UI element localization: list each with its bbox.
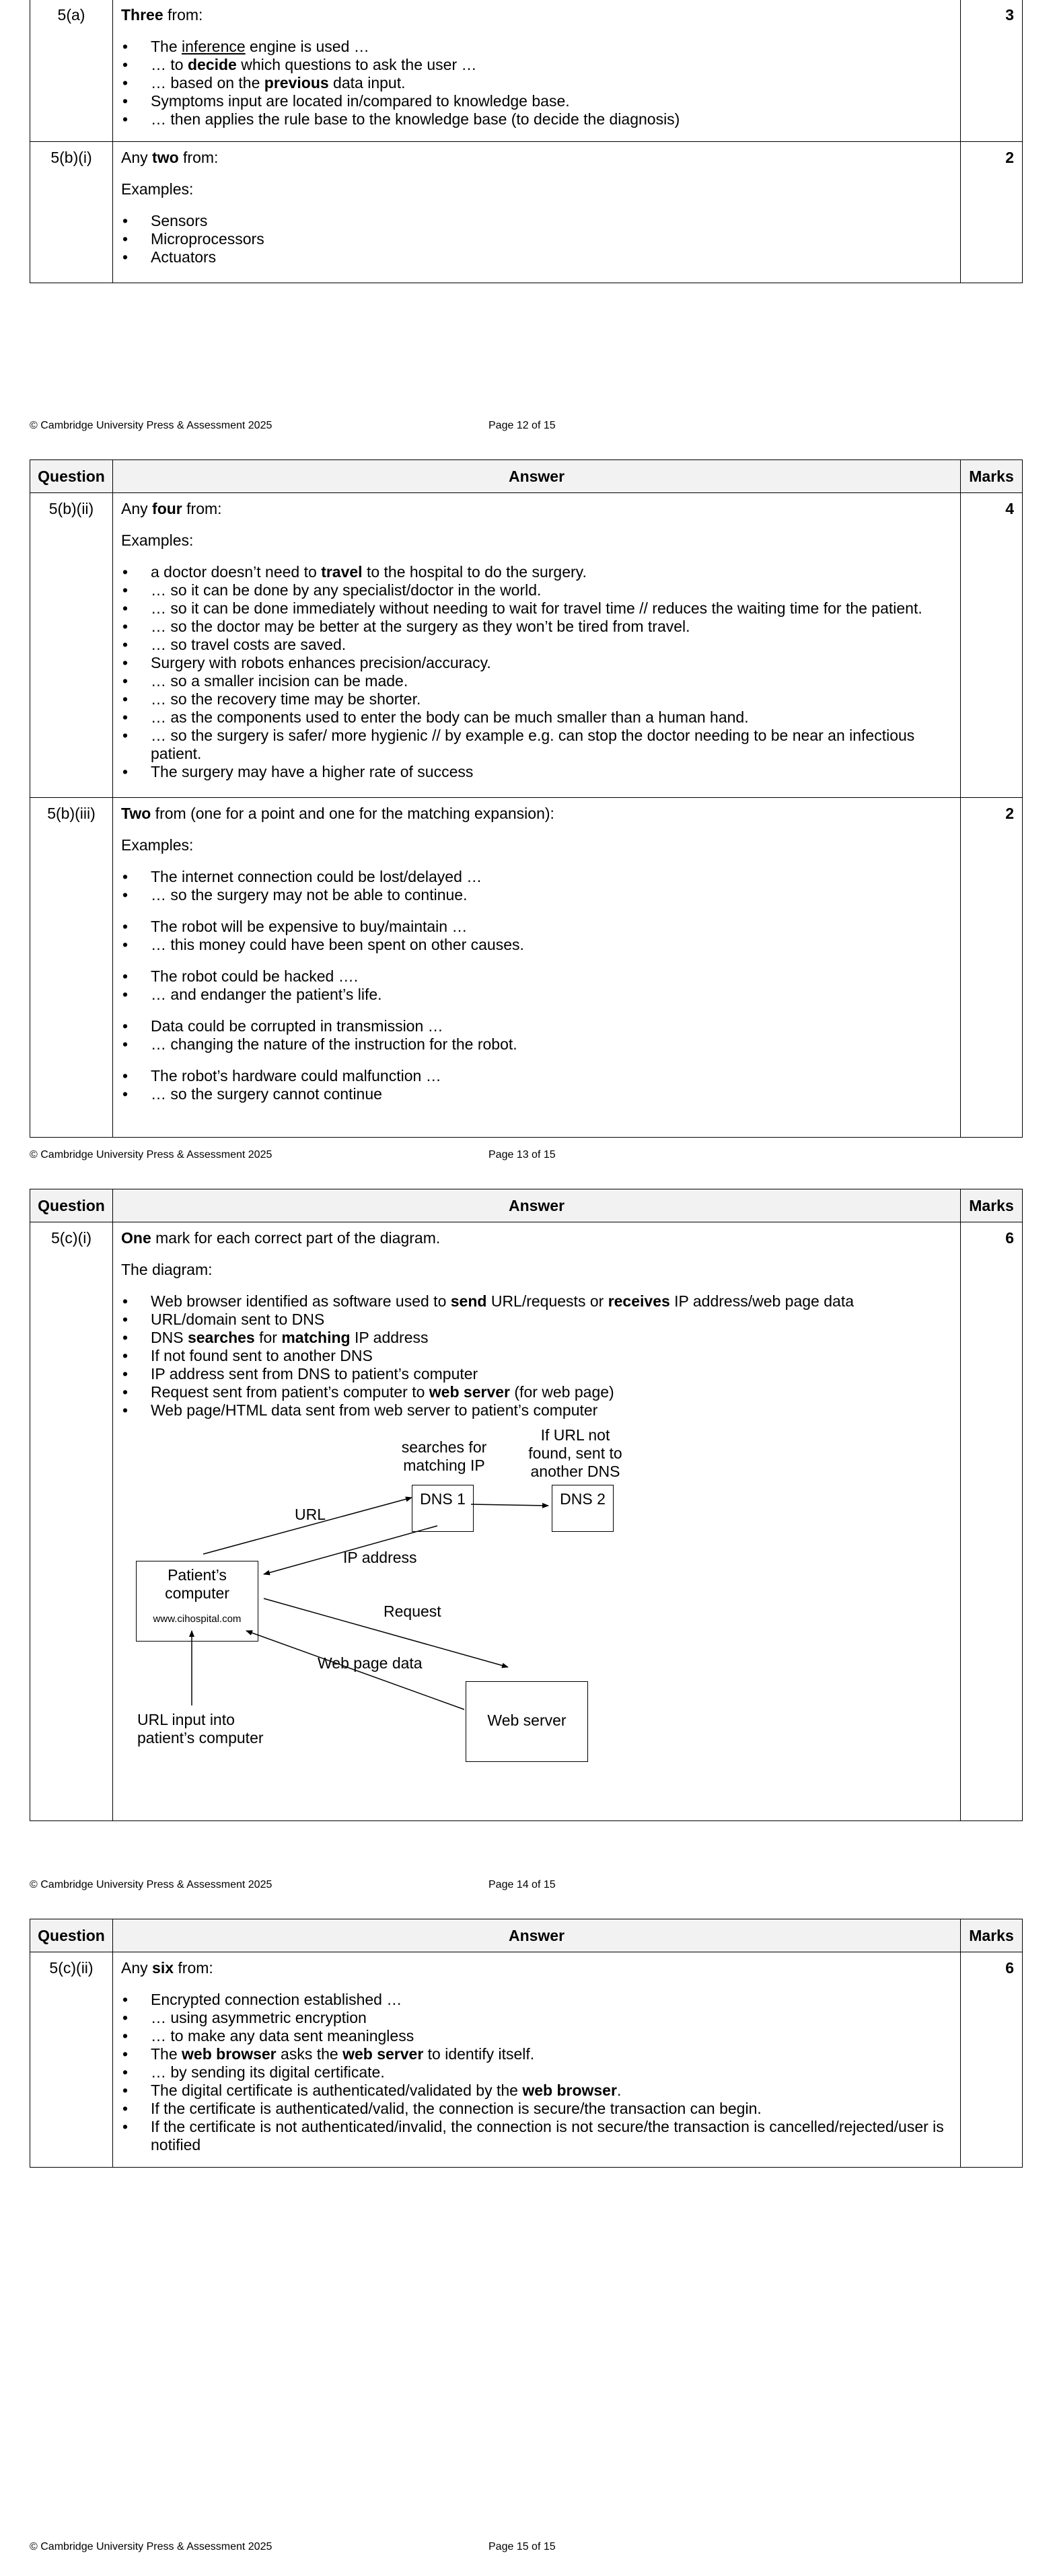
list-item: • … so it can be done immediately without needing to wait for travel time // reduces the waiting time for the patient. [121,599,952,618]
list-item: • If the certificate is authenticated/valid, the connection is secure/the transaction can begin. [121,2100,952,2118]
list-item: • … changing the nature of the instruction for the robot. [121,1035,952,1054]
dns2-box: DNS 2 [552,1485,614,1532]
request-label: Request [384,1603,441,1620]
web-server-box: Web server [466,1681,588,1762]
mark-scheme-table-p13 [30,459,1023,1138]
list-item: • DNS searches for matching IP address [121,1329,952,1347]
list-item: • Microprocessors [121,230,952,248]
list-item: • Symptoms input are located in/compared to knowledge base. [121,92,952,110]
answer-cell: Any two from: Examples: • Sensors • Microprocessors • Actuators [113,142,961,283]
list-item: • The robot could be hacked …. [121,967,952,986]
list-item: • Actuators [121,248,952,266]
list-item: • Request sent from patient’s computer to web server (for web page) [121,1383,952,1401]
dns1-box: DNS 1 [412,1485,474,1532]
table-row [30,493,1023,798]
list-item: • Encrypted connection established … [121,1991,952,2009]
marks-value: 6 [961,1952,1023,2168]
marks-value: 4 [961,493,1023,798]
footer-copyright: © Cambridge University Press & Assessment 2025 [30,1879,272,1890]
footer-page-number: Page 15 of 15 [488,2541,556,2552]
list-item: • … so the doctor may be better at the surgery as they won’t be tired from travel. [121,618,952,636]
footer-copyright: © Cambridge University Press & Assessment 2025 [30,420,272,431]
column-header-marks: Marks [961,1919,1023,1952]
table-row [30,142,1023,283]
list-item: • … so the recovery time may be shorter. [121,690,952,708]
answer-list [121,1067,952,1103]
table-row [30,1952,1023,2168]
marks-value: 6 [961,1222,1023,1821]
list-item: • If the certificate is not authenticated/invalid, the connection is not secure/the transaction is cancelled/rejected/user is notified [121,2118,952,2154]
column-header-answer: Answer [113,1189,961,1222]
marks-value: 2 [961,142,1023,283]
answer-list [121,1991,952,2154]
question-number: 5(c)(i) [30,1222,113,1821]
answer-list [121,868,952,904]
url-label: URL [295,1506,326,1523]
table-row [30,1222,1023,1821]
list-item: • Sensors [121,212,952,230]
list-item: • URL/domain sent to DNS [121,1311,952,1329]
answer-list [121,212,952,266]
list-item: • … so a smaller incision can be made. [121,672,952,690]
answer-cell: Any six from: • Encrypted connection established … • … using asymmetric encryption • … to make any data sent meaningless • The web browser asks the web server to identify itself. • … by sending its digital certificate. • The digital certificate is authenticated/validated by the web browser. • If the certificate is authenticated/valid, the connection is secure/the transaction can begin. • If the certificate is not authenticated/invalid, the connection is not secure/the transaction is cancelled/rejected/user is notified [113,1952,961,2168]
list-item: • IP address sent from DNS to patient’s computer [121,1365,952,1383]
list-item: • … using asymmetric encryption [121,2009,952,2027]
list-item: • Data could be corrupted in transmission … [121,1017,952,1035]
column-header-question: Question [30,1189,113,1222]
answer-cell: Any four from: Examples: • a doctor doesn’t need to travel to the hospital to do the surgery. • … so it can be done by any specialist/doctor in the world. • … so it can be done immediately without needing to wait for travel time // reduces the waiting time for the patient. • … so the doctor may be better at the surgery as they won’t be tired from travel. • … so travel costs are saved. • Surgery with robots enhances precision/accuracy. • … so a smaller incision can be made. • … so the recovery time may be shorter. • … as the components used to enter the body can be much smaller than a human hand. • … so the surgery is safer/ more hygienic // by example e.g. can stop the doctor needing to be near an infectious patient. • The surgery may have a higher rate of success [113,493,961,798]
table-header-row [30,1189,1023,1222]
list-item: • … based on the previous data input. [121,74,952,92]
list-item: • The web browser asks the web server to identify itself. [121,2045,952,2063]
list-item: • … to make any data sent meaningless [121,2027,952,2045]
question-number: 5(a) [30,0,113,142]
answer-list [121,38,952,128]
footer-page-number: Page 13 of 15 [488,1149,556,1161]
list-item: • Web page/HTML data sent from web server to patient’s computer [121,1401,952,1420]
list-item: • The surgery may have a higher rate of success [121,763,952,781]
list-item: • … so the surgery may not be able to continue. [121,886,952,904]
footer-page-number: Page 14 of 15 [488,1879,556,1890]
marks-value: 2 [961,798,1023,1138]
list-item: • If not found sent to another DNS [121,1347,952,1365]
url-input-label: URL input into patient’s computer [137,1711,264,1746]
marks-value: 3 [961,0,1023,142]
footer-page-number: Page 12 of 15 [488,420,556,431]
list-item: • … so the surgery is safer/ more hygienic // by example e.g. can stop the doctor needing to be near an infectious patient. [121,727,952,763]
list-item: • The robot’s hardware could malfunction … [121,1067,952,1085]
list-item: • The digital certificate is authenticated/validated by the web browser. [121,2082,952,2100]
list-item: • The robot will be expensive to buy/maintain … [121,918,952,936]
list-item: • … then applies the rule base to the knowledge base (to decide the diagnosis) [121,110,952,128]
table-header-row [30,1919,1023,1952]
webpage-data-label: Web page data [318,1654,423,1672]
list-item: • … so it can be done by any specialist/doctor in the world. [121,581,952,599]
question-number: 5(b)(iii) [30,798,113,1138]
answer-list [121,918,952,954]
column-header-marks: Marks [961,1189,1023,1222]
list-item: • … as the components used to enter the body can be much smaller than a human hand. [121,708,952,727]
answer-cell: One mark for each correct part of the diagram. The diagram: • Web browser identified as software used to send URL/requests or receives IP address/web page data • URL/domain sent to DNS • DNS searches for matching IP address • If not found sent to another DNS • IP address sent from DNS to patient’s computer • Request sent from patient’s computer to web server (for web page) • Web page/HTML data sent from web server to patient’s computer searches for matching IP If URL not found, sent to another DNS DNS 1 DNS 2 URL IP address Patient’s computer www.cihospital.com Request Web page data Web server URL input into patient’s computer [113,1222,961,1821]
column-header-marks: Marks [961,460,1023,493]
answer-cell: Three from: • The inference engine is used … • … to decide which questions to ask the user … • … based on the previous data input. • Symptoms input are located in/compared to knowledge base. • … then applies the rule base to the knowledge base (to decide the diagnosis) [113,0,961,142]
list-item: • Web browser identified as software used to send URL/requests or receives IP address/web page data [121,1292,952,1311]
list-item: • … this money could have been spent on other causes. [121,936,952,954]
list-item: • … so travel costs are saved. [121,636,952,654]
list-item: • a doctor doesn’t need to travel to the hospital to do the surgery. [121,563,952,581]
question-number: 5(b)(i) [30,142,113,283]
searches-label: searches for matching IP [401,1438,487,1474]
column-header-question: Question [30,1919,113,1952]
column-header-answer: Answer [113,460,961,493]
list-item: • The internet connection could be lost/delayed … [121,868,952,886]
answer-cell: Two from (one for a point and one for the matching expansion): Examples: • The internet connection could be lost/delayed … • … so the surgery may not be able to continue. • The robot will be expensive to buy/maintain … • … this money could have been spent on other causes. • The robot could be hacked …. • … and endanger the patient’s life. • Data could be corrupted in transmission … • … changing the nature of the instruction for the robot. • The robot’s hardware could malfunction … • … so the surgery cannot continue [113,798,961,1138]
patient-computer-box [136,1561,258,1642]
mark-scheme-table-p14 [30,1189,1023,1821]
list-item: • Surgery with robots enhances precision/accuracy. [121,654,952,672]
list-item: • … so the surgery cannot continue [121,1085,952,1103]
column-header-answer: Answer [113,1919,961,1952]
answer-list [121,1292,952,1420]
list-item: • The inference engine is used … [121,38,952,56]
patient-url-text: www.cihospital.com [153,1613,242,1625]
network-diagram [121,1426,1055,1783]
ip-address-label: IP address [343,1549,417,1566]
list-item: • … by sending its digital certificate. [121,2063,952,2082]
footer-copyright: © Cambridge University Press & Assessment 2025 [30,1149,272,1161]
answer-list [121,967,952,1004]
question-number: 5(b)(ii) [30,493,113,798]
patient-computer-label: Patient’s computer [165,1566,229,1602]
answer-list [121,563,952,781]
not-found-label: If URL not found, sent to another DNS [528,1426,622,1480]
table-row [30,798,1023,1138]
list-item: • … to decide which questions to ask the user … [121,56,952,74]
table-header-row [30,460,1023,493]
question-number: 5(c)(ii) [30,1952,113,2168]
table-row [30,0,1023,142]
column-header-question: Question [30,460,113,493]
answer-list [121,1017,952,1054]
mark-scheme-table-p12 [30,0,1023,283]
dns-forward-arrow [471,1504,548,1506]
list-item: • … and endanger the patient’s life. [121,986,952,1004]
mark-scheme-table-p15 [30,1919,1023,2168]
footer-copyright: © Cambridge University Press & Assessment 2025 [30,2541,272,2552]
